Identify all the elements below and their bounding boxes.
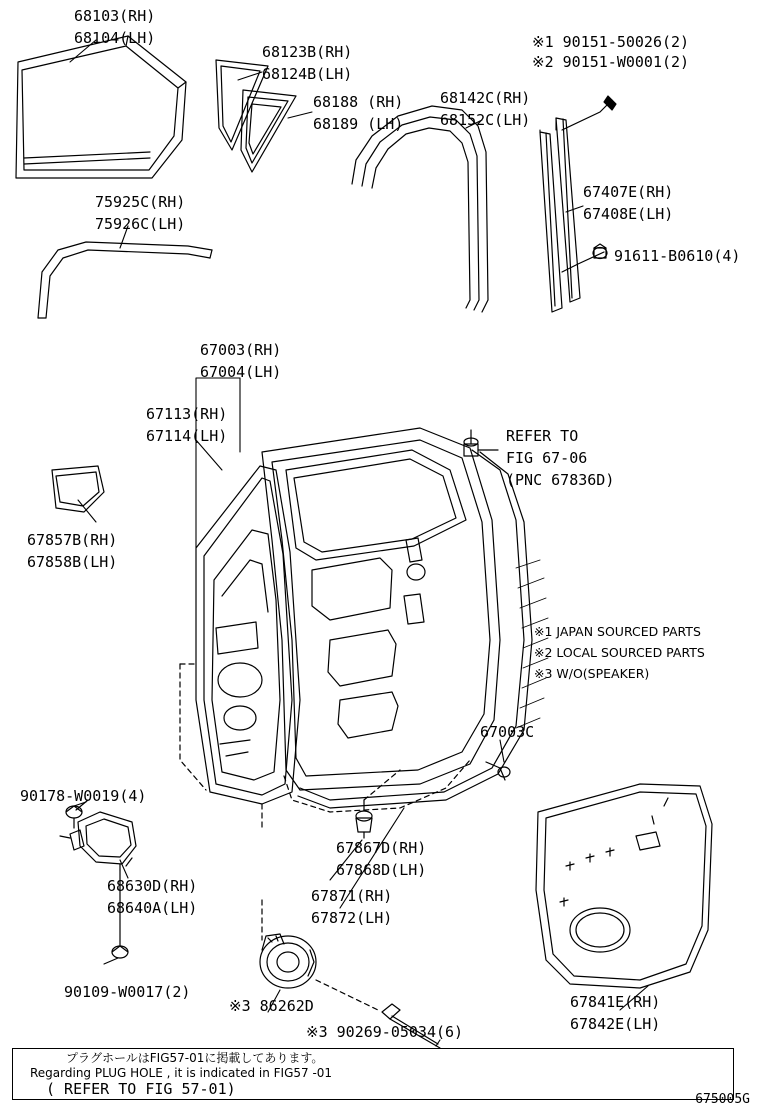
note-line-jp: プラグホールはFIG57-01に掲載してあります。 (66, 1051, 324, 1065)
label-90269: ※3 90269-05034(6) (306, 1023, 464, 1041)
label-68124b: 68124B(LH) (262, 65, 353, 83)
label-67407e: 67407E(RH) (583, 183, 674, 201)
footnote-3: ※3 W/O(SPEAKER) (534, 666, 650, 681)
label-68188: 68188 (RH) (313, 93, 404, 111)
label-67872: 67872(LH) (311, 909, 393, 927)
label-67003: 67003(RH) (200, 341, 282, 359)
label-67867d: 67867D(RH) (336, 839, 427, 857)
label-67113: 67113(RH) (146, 405, 228, 423)
label-67408e: 67408E(LH) (583, 205, 674, 223)
part-75925c-belt-moulding (38, 242, 212, 318)
part-86262d-speaker (260, 934, 316, 988)
part-67857b-plug (52, 466, 104, 512)
label-67868d: 67868D(LH) (336, 861, 427, 879)
label-67857b: 67857B(RH) (27, 531, 118, 549)
label-68103: 68103(RH) (74, 7, 156, 25)
label-68189: 68189 (LH) (313, 115, 404, 133)
label-67114: 67114(LH) (146, 427, 228, 445)
footnote-2: ※2 LOCAL SOURCED PARTS (534, 645, 705, 660)
part-67871-weatherstrip (298, 450, 535, 808)
label-68640a: 68640A(LH) (107, 899, 198, 917)
note-line-en: Regarding PLUG HOLE , it is indicated in FIG57 -01 (30, 1066, 333, 1080)
label-75926c: 75926C(LH) (95, 215, 186, 233)
label-90109: 90109-W0017(2) (64, 983, 191, 1001)
label-67004: 67004(LH) (200, 363, 282, 381)
label-top-note-1: ※1 90151-50026(2) (532, 33, 690, 51)
label-67003c: 67003C (480, 723, 535, 741)
label-68123b: 68123B(RH) (262, 43, 353, 61)
label-75925c: 75925C(RH) (95, 193, 186, 211)
part-68188-weatherstrip (241, 90, 296, 172)
label-top-note-2: ※2 90151-W0001(2) (532, 53, 690, 71)
note-line-ref: ( REFER TO FIG 57-01) (46, 1080, 236, 1098)
label-91611: 91611-B0610(4) (614, 247, 741, 265)
footnote-1: ※1 JAPAN SOURCED PARTS (534, 624, 701, 639)
label-67871: 67871(RH) (311, 887, 393, 905)
label-refer-to-line1: REFER TO (506, 427, 579, 445)
label-refer-to-line2: FIG 67-06 (506, 449, 588, 467)
label-68152c: 68152C(LH) (440, 111, 531, 129)
part-68103-door-glass (16, 36, 186, 178)
label-67841e: 67841E(RH) (570, 993, 661, 1011)
label-68630d: 68630D(RH) (107, 877, 198, 895)
figure-code: 675005G (695, 1092, 750, 1107)
label-90178: 90178-W0019(4) (20, 787, 147, 805)
part-67841e-trim-cover (536, 784, 712, 988)
label-refer-to-line3: (PNC 67836D) (506, 471, 615, 489)
label-67842e: 67842E(LH) (570, 1015, 661, 1033)
label-68104: 68104(LH) (74, 29, 156, 47)
label-68142c: 68142C(RH) (440, 89, 531, 107)
part-67407e-division-bar (540, 96, 616, 312)
part-68142c-glass-run (352, 106, 488, 312)
label-86262d: ※3 86262D (229, 997, 314, 1015)
label-67858b: 67858B(LH) (27, 553, 118, 571)
